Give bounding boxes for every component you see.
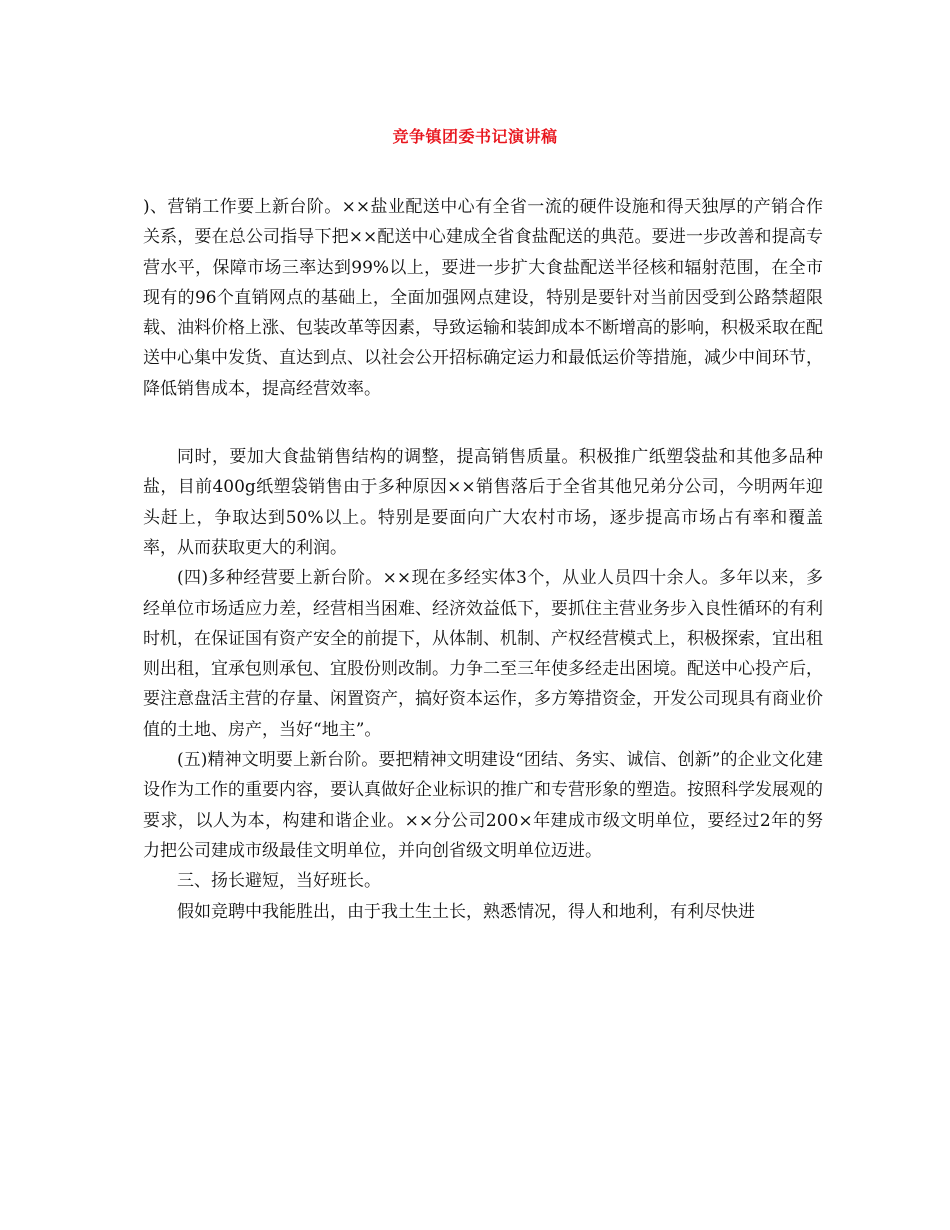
paragraph-sales-structure: 同时，要加大食盐销售结构的调整，提高销售质量。积极推广纸塑袋盐和其他多品种盐，目前400g纸塑袋销售由于多种原因××销售落后于全省其他兄弟分公司，今明两年迎头赶上，争取达到50%以上。特别是要面向广大农村市场，逐步提高市场占有率和覆盖率，从而获取更大的利润。 [143,447,823,558]
document-body [143,192,823,927]
paragraph-marketing: )、营销工作要上新台阶。××盐业配送中心有全省一流的硬件设施和得天独厚的产销合作关系，要在总公司指导下把××配送中心建成全省食盐配送的典范。要进一步改善和提高专营水平，保障市场三率达到99%以上，要进一步扩大食盐配送半径核和辐射范围，在全市现有的96个直销网点的基础上，全面加强网点建设，特别是要针对当前因受到公路禁超限载、油料价格上涨、包装改革等因素，导致运输和装卸成本不断增高的影响，积极采取在配送中心集中发货、直达到点、以社会公开招标确定运力和最低运价等措施，减少中间环节，降低销售成本，提高经营效率。 [143,197,823,399]
paragraph-diversified-operations: (四)多种经营要上新台阶。××现在多经实体3个，从业人员四十余人。多年以来，多经单位市场适应力差，经营相当困难、经济效益低下，要抓住主营业务步入良性循环的有利时机，在保证国有资产安全的前提下，从体制、机制、产权经营模式上，积极探索，宜出租则出租，宜承包则承包、宜股份则改制。力争二至三年使多经走出困境。配送中心投产后，要注意盘活主营的存量、闲置资产，搞好资本运作，多方筹措资金，开发公司现具有商业价值的土地、房产，当好“地主”。 [143,568,823,740]
paragraph-if-elected: 假如竞聘中我能胜出，由于我土生土长，熟悉情况，得人和地利，有利尽快进 [177,901,755,922]
paragraph-spiritual-civilization: (五)精神文明要上新台阶。要把精神文明建设“团结、务实、诚信、创新”的企业文化建设作为工作的重要内容，要认真做好企业标识的推广和专营形象的塑造。按照科学发展观的要求，以人为本，构建和谐企业。××分公司200×年建成市级文明单位，要经过2年的努力把公司建成市级最佳文明单位，并向创省级文明单位迈进。 [143,750,823,861]
paragraph-section-three-heading: 三、扬长避短，当好班长。 [177,871,381,892]
document-title: 竞争镇团委书记演讲稿 [392,127,558,146]
